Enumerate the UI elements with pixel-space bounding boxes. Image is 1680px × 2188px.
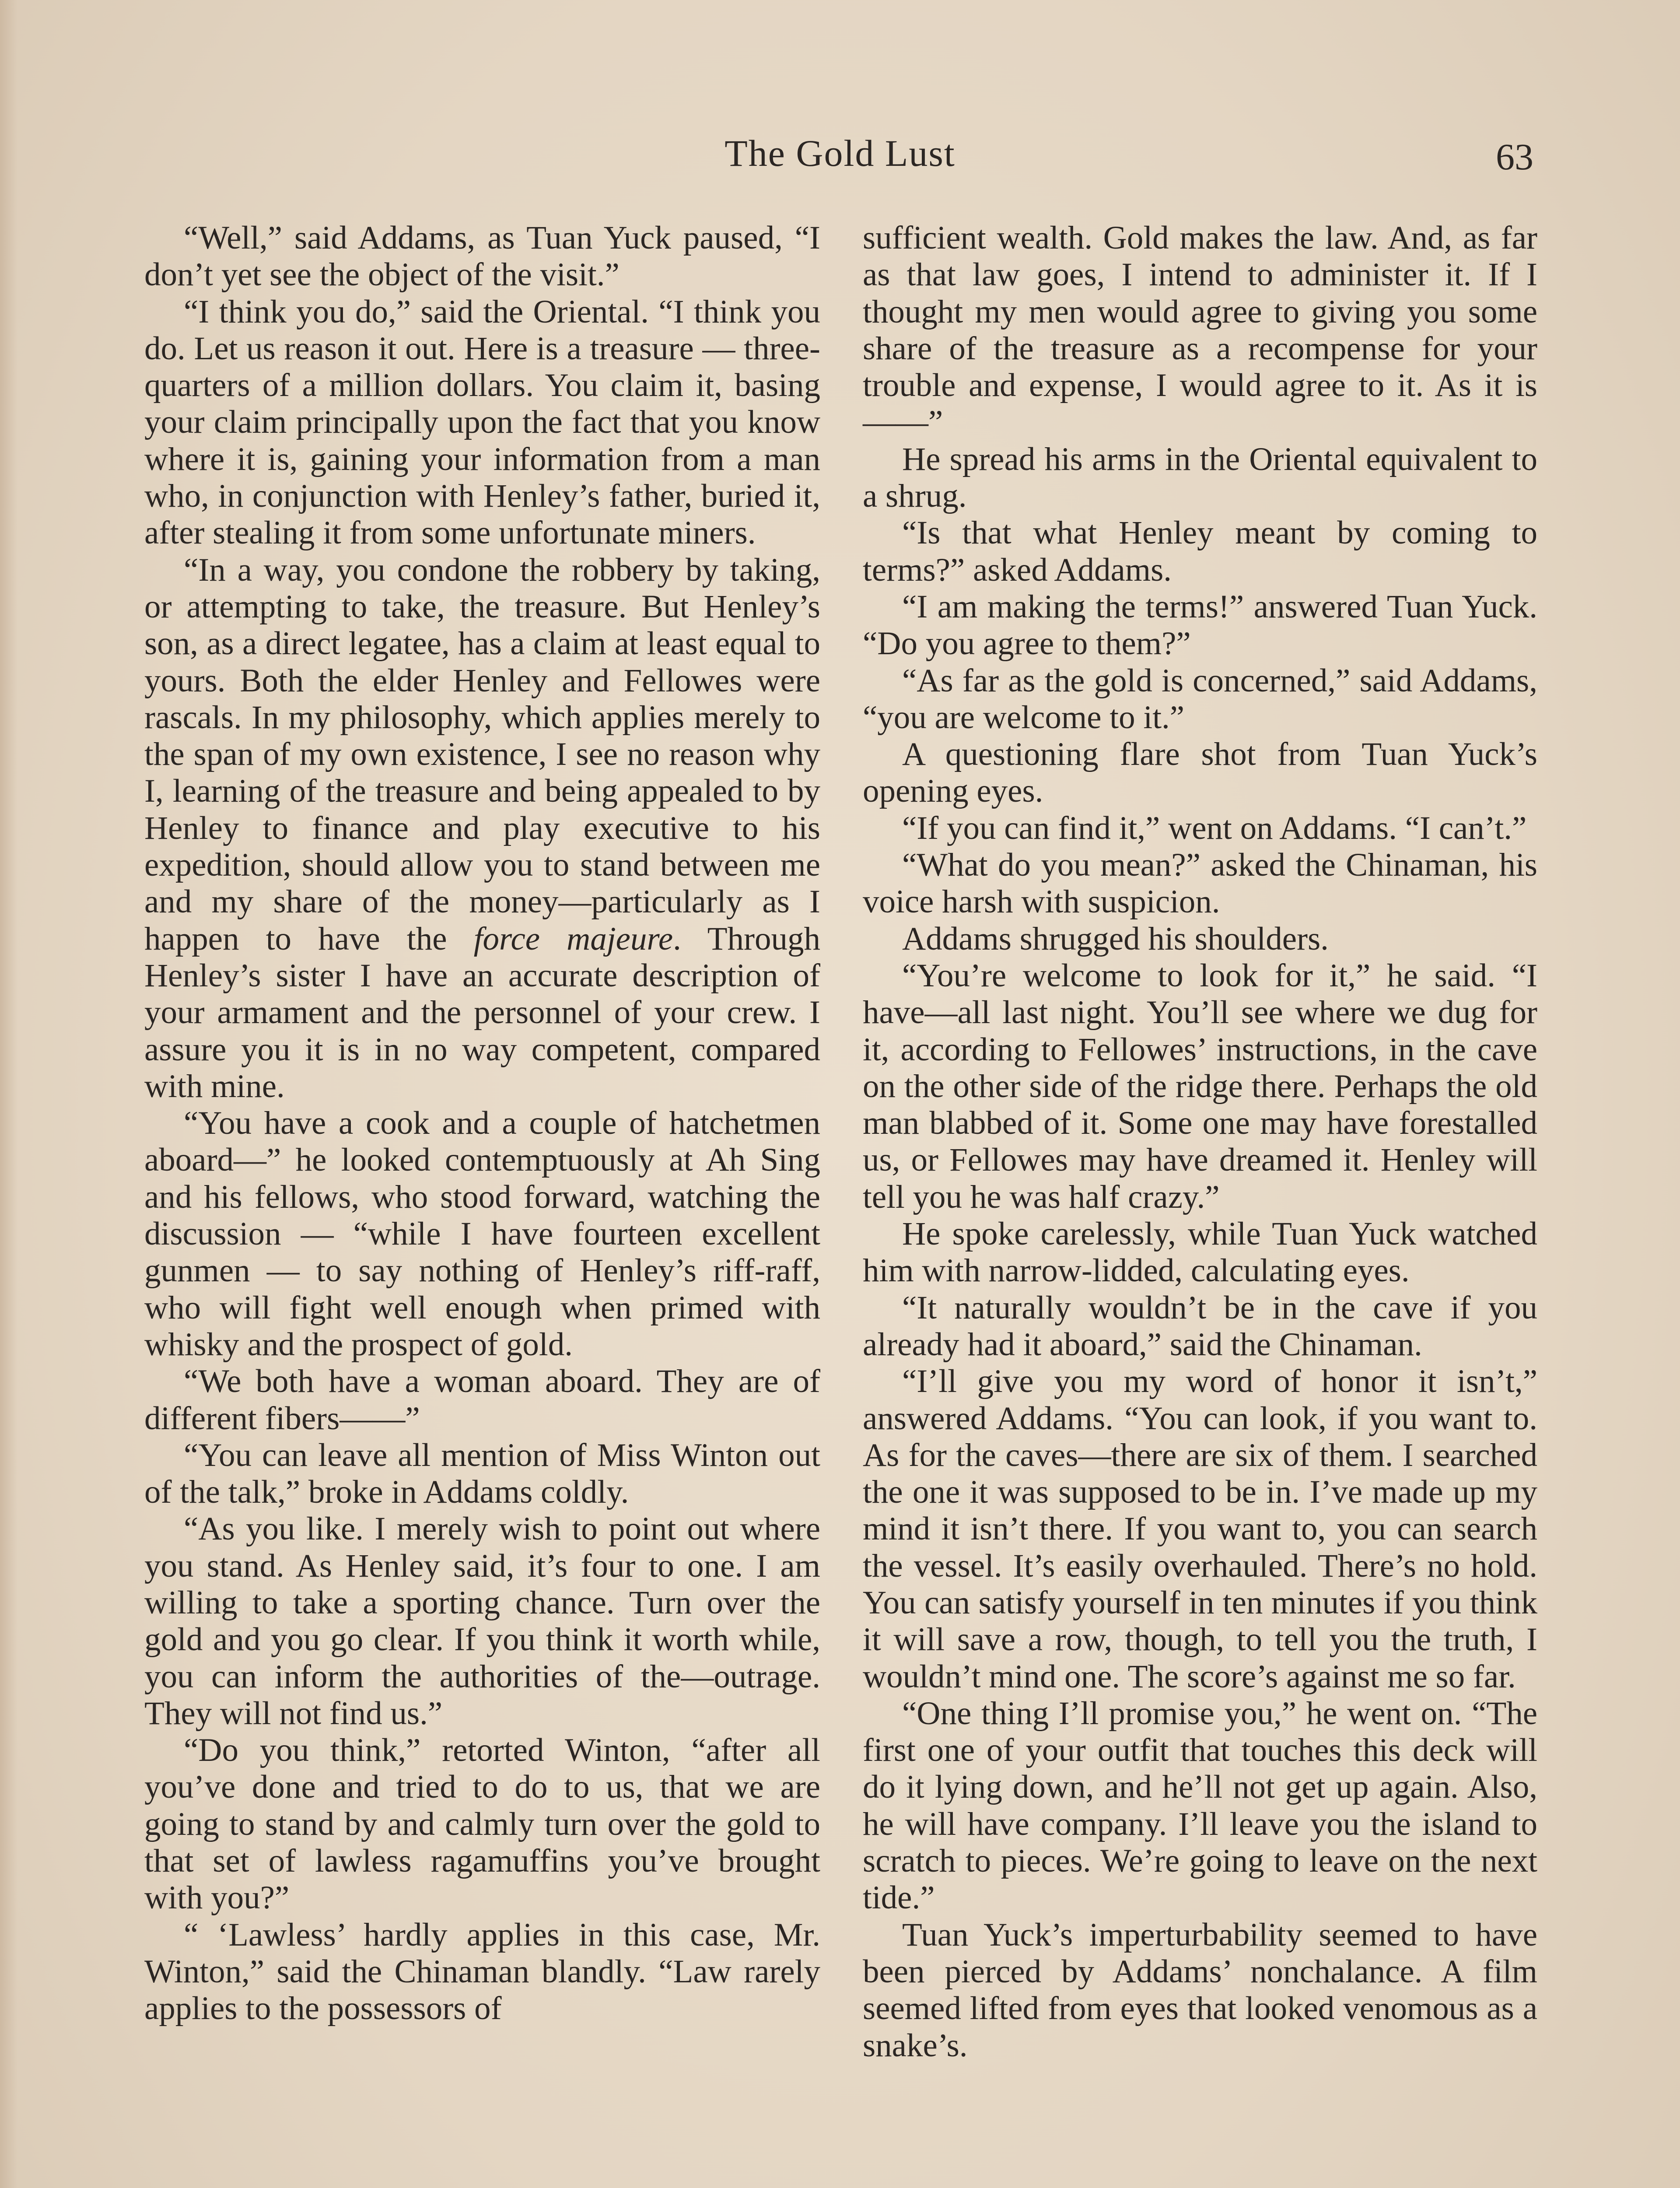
paragraph: “I think you do,” said the Oriental. “I think you do. Let us reason it out. Here is a treasure — three-quarters of a million dollars. You claim it, basing your claim principally upon the fact that you know where it is, gaining your information from a man who, in conjunction with Henley’s father, buried it, after stealing it from some unfortunate miners. <box>144 293 820 551</box>
paragraph: “One thing I’ll promise you,” he went on. “The first one of your outfit that touches this deck will do it lying down, and he’ll not get up again. Also, he will have company. I’ll leave you the island to scratch to pieces. We’re going to leave on the next tide.” <box>863 1695 1537 1916</box>
paragraph: “You can leave all mention of Miss Winton out of the talk,” broke in Addams coldly. <box>144 1437 820 1511</box>
paragraph: He spoke carelessly, while Tuan Yuck watched him with narrow-lidded, calculating eyes. <box>863 1216 1537 1289</box>
paragraph-continued: sufficient wealth. Gold makes the law. And, as far as that law goes, I intend to administer it. If I thought my men would agree to giving you some share of the treasure as a recompense for your trouble and expense, I would agree to it. As it is——” <box>863 220 1537 441</box>
page-edge-shadow <box>0 0 18 2188</box>
paragraph: “If you can find it,” went on Addams. “I can’t.” <box>902 810 1527 846</box>
paragraph: “ ‘Lawless’ hardly applies in this case, Mr. Winton,” said the Chinaman blandly. “Law rarely applies to the possessors of <box>144 1916 820 2027</box>
paragraph: “As you like. I merely wish to point out where you stand. As Henley said, it’s four to one. I am willing to take a sporting chance. Turn over the gold and you go clear. If you think it worth while, you can inform the authorities of the—outrage. They will not find us.” <box>144 1511 820 1732</box>
page-header <box>0 131 1680 179</box>
right-text-column <box>863 220 1537 2064</box>
paragraph: Tuan Yuck’s imperturbability seemed to have been pierced by Addams’ nonchalance. A film seemed lifted from eyes that looked venomous as a snake’s. <box>863 1916 1537 2064</box>
page-number: 63 <box>1496 136 1533 178</box>
paragraph: “Do you think,” retorted Winton, “after all you’ve done and tried to do to us, that we are going to stand by and calmly turn over the gold to that set of lawless ragamuffins you’ve brought with you?” <box>144 1732 820 1916</box>
paragraph: “It naturally wouldn’t be in the cave if you already had it aboard,” said the Chinaman. <box>863 1289 1537 1363</box>
running-title: The Gold Lust <box>724 132 956 174</box>
paragraph: “I am making the terms!” answered Tuan Yuck. “Do you agree to them?” <box>863 588 1537 662</box>
paragraph: “You have a cook and a couple of hatchetmen aboard—” he looked contemptuously at Ah Sing and his fellows, who stood forward, watching the discussion — “while I have fourteen excellent gunmen — to say nothing of Henley’s riff-raff, who will fight well enough when primed with whisky and the prospect of gold. <box>144 1105 820 1363</box>
paragraph-text: . Through Henley’s sister I have an accurate description of your armament and the personnel of your crew. I assure you it is in no way competent, compared with mine. <box>144 920 821 1105</box>
paragraph: A questioning flare shot from Tuan Yuck’s opening eyes. <box>863 736 1537 810</box>
paragraph: Addams shrugged his shoulders. <box>902 920 1329 957</box>
paragraph: “What do you mean?” asked the Chinaman, his voice harsh with suspicion. <box>863 847 1537 920</box>
italic-phrase: force majeure <box>473 920 673 957</box>
paragraph: “Well,” said Addams, as Tuan Yuck paused, “I don’t yet see the object of the visit.” <box>144 220 820 293</box>
paragraph: “We both have a woman aboard. They are of different fibers——” <box>144 1363 820 1437</box>
left-text-column <box>144 220 820 2027</box>
paragraph-text: “In a way, you condone the robbery by taking, or attempting to take, the treasure. But Henley’s son, as a direct legatee, has a claim at least equal to yours. Both the elder Henley and Fellowes were rascals. In my philosophy, which applies merely to the span of my own existence, I see no reason why I, learning of the treasure and being appealed to by Henley to finance and play executive to his expedition, should allow you to stand between me and my share of the money—particularly as I happen to have the <box>144 551 820 957</box>
paragraph: “As far as the gold is concerned,” said Addams, “you are welcome to it.” <box>863 662 1537 736</box>
paragraph: “You’re welcome to look for it,” he said. “I have—all last night. You’ll see where we dug for it, according to Fellowes’ instructions, in the cave on the other side of the ridge there. Perhaps the old man blabbed of it. Some one may have forestalled us, or Fellowes may have dreamed it. Henley will tell you he was half crazy.” <box>863 957 1537 1215</box>
paragraph: “I’ll give you my word of honor it isn’t,” answered Addams. “You can look, if you want to. As for the caves—there are six of them. I searched the one it was supposed to be in. I’ve made up my mind it isn’t there. If you want to, you can search the vessel. It’s easily overhauled. There’s no hold. You can satisfy yourself in ten minutes if you think it will save a row, though, to tell you the truth, I wouldn’t mind one. The score’s against me so far. <box>863 1363 1537 1695</box>
paragraph: He spread his arms in the Oriental equivalent to a shrug. <box>863 441 1537 515</box>
paragraph <box>144 552 820 1105</box>
paragraph: “Is that what Henley meant by coming to terms?” asked Addams. <box>863 515 1537 588</box>
